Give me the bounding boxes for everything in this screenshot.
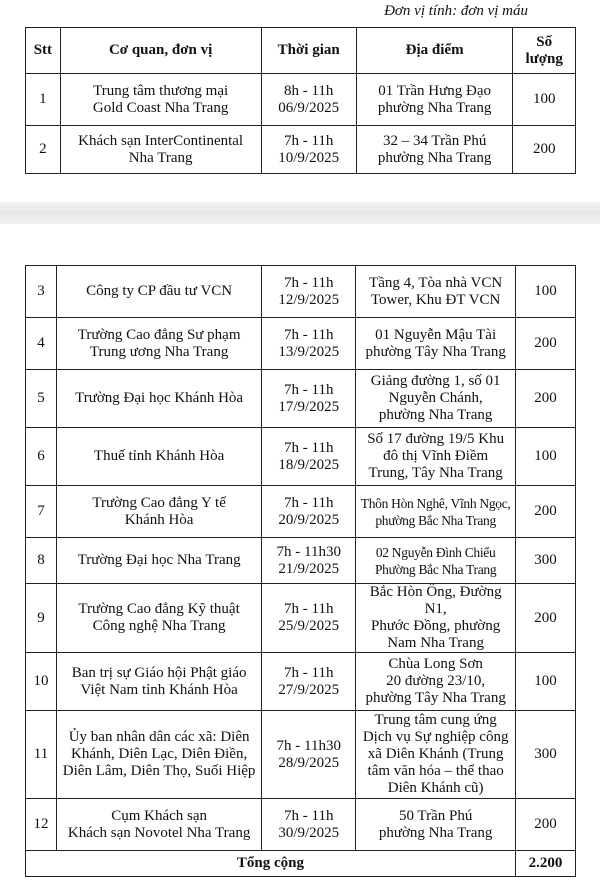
place-line: phường Nha Trang — [378, 824, 493, 841]
org-line: Trung ương Nha Trang — [89, 343, 229, 360]
place-line: 02 Nguyễn Đình Chiểu — [375, 544, 496, 560]
time-line: 27/9/2025 — [278, 681, 340, 698]
time-line: 7h - 11h — [284, 326, 334, 343]
cell-qty: 200 — [515, 318, 575, 370]
cell-time — [262, 584, 356, 653]
place-line: xã Diên Khánh (Trung — [367, 746, 504, 762]
cell-qty: 100 — [515, 653, 575, 711]
blood-donation-table-part-1 — [25, 27, 576, 174]
table-row — [26, 584, 576, 653]
cell-stt: 4 — [26, 318, 57, 370]
table-row — [26, 126, 576, 174]
table-row — [26, 711, 576, 799]
place-line: Bắc Hòn Ông, Đường N1, — [369, 584, 502, 617]
cell-org — [57, 538, 262, 584]
cell-place — [356, 266, 516, 318]
cell-org — [57, 318, 262, 370]
place-line: Phước Đồng, phường — [371, 618, 501, 634]
cell-place — [356, 584, 516, 653]
cell-qty: 300 — [515, 711, 575, 799]
org-line: Gold Coast Nha Trang — [92, 99, 229, 116]
cell-stt: 12 — [26, 799, 57, 851]
place-line: 32 – 34 Trần Phú — [382, 132, 487, 149]
place-line: phường Nha Trang — [377, 99, 492, 116]
blood-donation-table-part-2 — [25, 265, 576, 877]
org-line: Công nghệ Nha Trang — [92, 618, 226, 634]
cell-org — [57, 370, 262, 428]
cell-org — [57, 711, 262, 799]
place-line: phường Nha Trang — [378, 407, 493, 423]
cell-org — [57, 486, 262, 538]
org-line: Khánh, Diên Lạc, Diên Điền, — [71, 746, 248, 762]
unit-note: Đơn vị tính: đơn vị máu — [384, 3, 528, 19]
total-label: Tổng cộng — [26, 851, 516, 877]
org-line: Khách sạn Novotel Nha Trang — [67, 824, 251, 841]
total-value: 2.200 — [515, 851, 575, 877]
place-line: Trung, Tây Nha Trang — [368, 465, 503, 481]
time-line: 17/9/2025 — [278, 398, 340, 415]
place-line: Nam Nha Trang — [387, 635, 484, 651]
cell-place — [356, 799, 516, 851]
cell-stt: 8 — [26, 538, 57, 584]
cell-stt: 7 — [26, 486, 57, 538]
cell-place — [356, 370, 516, 428]
place-line: Dịch vụ Sự nghiệp công — [362, 729, 509, 745]
place-line: Số 17 đường 19/5 Khu — [367, 431, 505, 447]
cell-place — [356, 428, 516, 486]
table-row — [26, 74, 576, 126]
place-line: 01 Trần Hưng Đạo — [378, 82, 491, 99]
org-line: Trường Cao đẳng Kỹ thuật — [78, 601, 240, 617]
time-line: 7h - 11h — [284, 664, 334, 681]
place-line: 50 Trần Phú — [398, 807, 473, 824]
cell-time — [261, 74, 356, 126]
place-line: Thôn Hòn Nghê, Vĩnh Ngọc, — [360, 495, 511, 511]
header-qty-line2: lượng — [525, 50, 563, 67]
time-line: 21/9/2025 — [278, 560, 340, 577]
time-line: 06/9/2025 — [278, 99, 340, 116]
org-line: Trường Cao đẳng Sư phạm — [77, 326, 241, 343]
cell-place — [356, 74, 513, 126]
time-line: 30/9/2025 — [278, 824, 340, 841]
page-divider — [0, 202, 600, 224]
cell-place — [356, 538, 516, 584]
org-line: Trường Đại học Khánh Hòa — [75, 390, 244, 406]
header-qty-line1: Số — [536, 33, 553, 50]
org-line: Cụm Khách sạn — [111, 807, 208, 824]
cell-stt: 11 — [26, 711, 57, 799]
org-line: Ủy ban nhân dân các xã: Diên — [68, 729, 250, 745]
cell-org — [57, 266, 262, 318]
time-line: 7h - 11h — [283, 132, 334, 149]
org-line: Ban trị sự Giáo hội Phật giáo — [71, 664, 247, 681]
cell-time — [262, 799, 356, 851]
time-line: 25/9/2025 — [278, 618, 340, 634]
time-line: 20/9/2025 — [278, 511, 340, 528]
time-line: 7h - 11h30 — [276, 737, 341, 754]
cell-place — [356, 711, 516, 799]
cell-place — [356, 486, 516, 538]
cell-time — [262, 711, 356, 799]
table-row — [26, 428, 576, 486]
place-line: 01 Nguyễn Mậu Tài — [375, 326, 497, 343]
cell-org — [60, 126, 261, 174]
table-header-row — [26, 28, 576, 74]
time-line: 18/9/2025 — [278, 456, 340, 473]
cell-qty: 200 — [513, 126, 576, 174]
cell-org — [57, 428, 262, 486]
cell-org — [57, 653, 262, 711]
org-line: Trung tâm thương mại — [93, 82, 229, 99]
cell-time — [262, 486, 356, 538]
org-line: Thuế tỉnh Khánh Hòa — [93, 448, 225, 464]
place-line: Trung tâm cung ứng — [374, 712, 497, 728]
cell-org — [60, 74, 261, 126]
cell-org — [57, 584, 262, 653]
time-line: 7h - 11h — [284, 439, 334, 456]
org-line: Trường Đại học Nha Trang — [77, 552, 241, 568]
org-line: Việt Nam tỉnh Khánh Hòa — [80, 681, 238, 698]
total-row — [26, 851, 576, 877]
cell-qty: 100 — [515, 428, 575, 486]
header-place: Địa điểm — [356, 28, 513, 74]
header-time: Thời gian — [261, 28, 356, 74]
cell-time — [261, 126, 356, 174]
cell-stt: 2 — [26, 126, 61, 174]
time-line: 7h - 11h — [284, 381, 334, 398]
place-line: đô thị Vĩnh Điềm — [383, 448, 489, 464]
place-line: phường Bắc Nha Trang — [375, 512, 496, 528]
table-row — [26, 318, 576, 370]
place-line: 20 đường 23/10, — [386, 673, 486, 689]
time-line: 7h - 11h — [284, 274, 334, 291]
cell-qty: 100 — [515, 266, 575, 318]
time-line: 7h - 11h — [284, 807, 334, 824]
org-line: Diên Lâm, Diên Thọ, Suối Hiệp — [62, 763, 256, 779]
cell-stt: 9 — [26, 584, 57, 653]
time-line: 28/9/2025 — [278, 754, 340, 771]
table-row — [26, 370, 576, 428]
place-line: Chùa Long Sơn — [388, 656, 483, 672]
table-row — [26, 486, 576, 538]
cell-qty: 200 — [515, 370, 575, 428]
table-row — [26, 538, 576, 584]
time-line: 7h - 11h — [284, 494, 334, 511]
cell-stt: 5 — [26, 370, 57, 428]
table-row — [26, 799, 576, 851]
header-stt: Stt — [26, 28, 61, 74]
cell-time — [262, 653, 356, 711]
cell-org — [57, 799, 262, 851]
time-line: 12/9/2025 — [278, 291, 340, 308]
cell-time — [262, 370, 356, 428]
org-line: Nha Trang — [128, 149, 193, 166]
cell-time — [262, 428, 356, 486]
place-line: Tầng 4, Tòa nhà VCN — [369, 274, 503, 291]
table-row — [26, 653, 576, 711]
cell-qty: 300 — [515, 538, 575, 584]
time-line: 10/9/2025 — [278, 149, 340, 166]
cell-stt: 3 — [26, 266, 57, 318]
cell-place — [356, 126, 513, 174]
place-line: phường Nha Trang — [377, 149, 492, 166]
org-line: Công ty CP đầu tư VCN — [86, 283, 233, 299]
cell-qty: 200 — [515, 799, 575, 851]
time-line: 8h - 11h — [283, 82, 334, 99]
place-line: Tower, Khu ĐT VCN — [370, 291, 501, 308]
cell-qty: 100 — [513, 74, 576, 126]
table-row — [26, 266, 576, 318]
place-line: phường Tây Nha Trang — [365, 343, 506, 360]
cell-time — [262, 318, 356, 370]
cell-stt: 10 — [26, 653, 57, 711]
cell-stt: 1 — [26, 74, 61, 126]
place-line: tâm văn hóa – thể thao — [367, 763, 504, 779]
cell-place — [356, 653, 516, 711]
cell-time — [262, 538, 356, 584]
cell-qty: 200 — [515, 584, 575, 653]
place-line: Diên Khánh cũ) — [387, 780, 484, 796]
cell-place — [356, 318, 516, 370]
org-line: Khách sạn InterContinental — [78, 132, 244, 149]
place-line: Giảng đường 1, số 01 — [370, 373, 501, 389]
place-line: Phường Bắc Nha Trang — [374, 561, 497, 577]
time-line: 7h - 11h — [284, 601, 334, 617]
place-line: phường Tây Nha Trang — [365, 690, 506, 706]
cell-qty: 200 — [515, 486, 575, 538]
time-line: 13/9/2025 — [278, 343, 340, 360]
header-org: Cơ quan, đơn vị — [60, 28, 261, 74]
cell-time — [262, 266, 356, 318]
place-line: Nguyễn Chánh, — [388, 390, 483, 406]
time-line: 7h - 11h30 — [276, 543, 341, 560]
header-qty — [513, 28, 576, 74]
org-line: Khánh Hòa — [124, 511, 194, 528]
cell-stt: 6 — [26, 428, 57, 486]
org-line: Trường Cao đẳng Y tế — [92, 494, 226, 511]
